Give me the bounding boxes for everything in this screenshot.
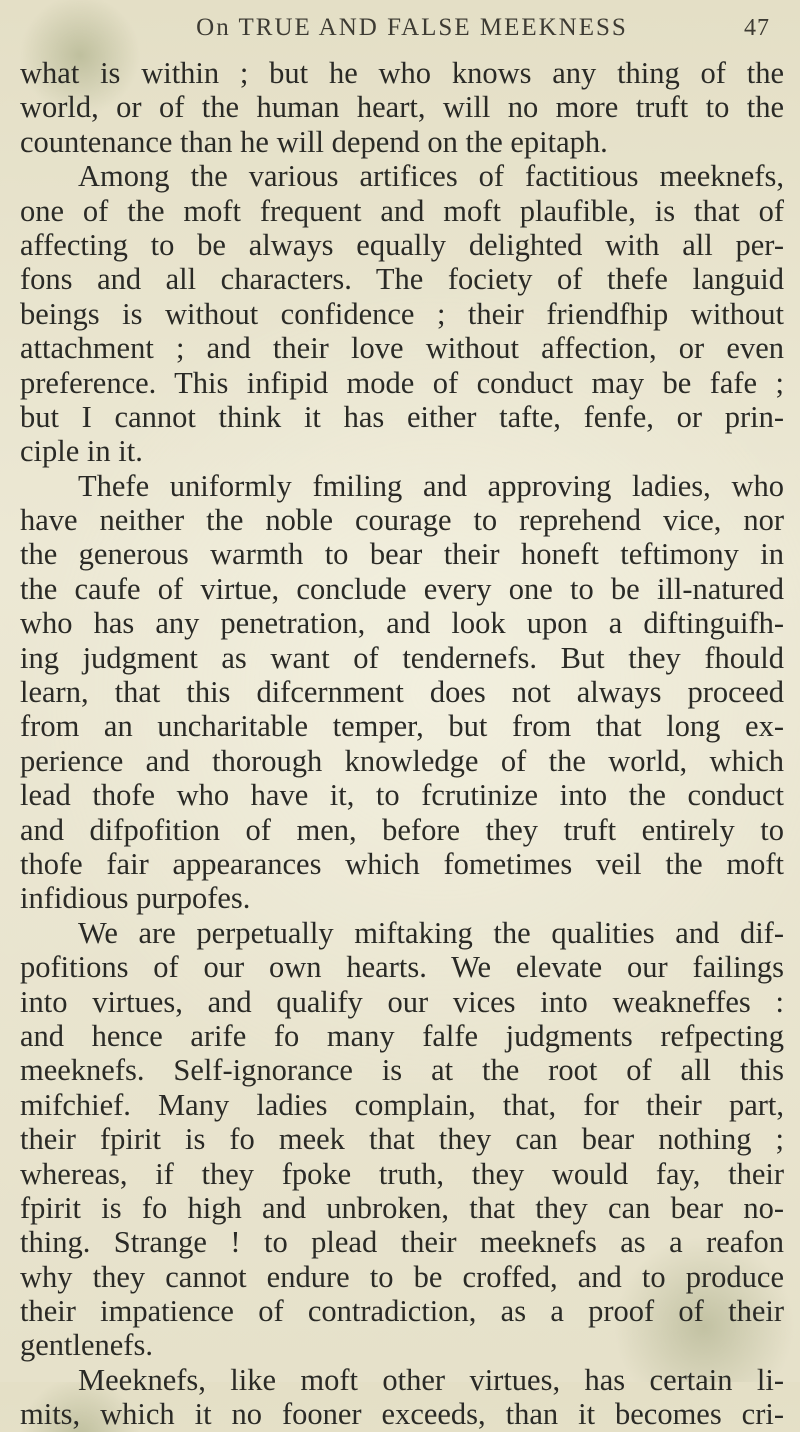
text-line: why they cannot endure to be croffed, and to produce: [20, 1259, 784, 1294]
text-line: mits, which it no fooner exceeds, than it becomes cri-: [20, 1397, 784, 1432]
text-line: have neither the noble courage to reprehend vice, nor: [20, 503, 784, 538]
text-line: attachment ; and their love without affection, or even: [20, 331, 784, 366]
text-line: and difpofition of men, before they truft entirely to: [20, 812, 784, 847]
text-line: thofe fair appearances which fometimes veil the moft: [20, 846, 784, 881]
text-line: ciple in it.: [20, 434, 143, 469]
text-line: but I cannot think it has either tafte, fenfe, or prin-: [20, 399, 784, 434]
text-line: one of the moft frequent and moft plaufible, is that of: [20, 193, 784, 228]
text-line: Thefe uniformly fmiling and approving ladies, who: [78, 468, 784, 503]
text-line: their fpirit is fo meek that they can bear nothing ;: [20, 1122, 784, 1157]
text-line: and hence arife fo many falfe judgments refpecting: [20, 1018, 784, 1053]
text-line: thing. Strange ! to plead their meeknefs as a reafon: [20, 1225, 784, 1260]
page-number: 47: [744, 15, 770, 41]
text-line: ing judgment as want of tendernefs. But they fhould: [20, 640, 784, 675]
text-line: We are perpetually miftaking the qualities and dif-: [78, 915, 784, 950]
body-text: [20, 56, 784, 1432]
text-line: Meeknefs, like moft other virtues, has certain li-: [78, 1362, 784, 1397]
text-line: fpirit is fo high and unbroken, that they can bear no-: [20, 1190, 784, 1225]
text-line: perience and thorough knowledge of the world, which: [20, 743, 784, 778]
text-line: whereas, if they fpoke truth, they would fay, their: [20, 1156, 784, 1191]
text-line: pofitions of our own hearts. We elevate our failings: [20, 950, 784, 985]
text-line: into virtues, and qualify our vices into weakneffes :: [20, 984, 784, 1019]
text-line: who has any penetration, and look upon a diftinguifh-: [20, 606, 784, 641]
text-line: the caufe of virtue, conclude every one to be ill-natured: [20, 571, 784, 606]
text-line: learn, that this difcernment does not always proceed: [20, 675, 784, 710]
text-line: what is within ; but he who knows any thing of the: [20, 56, 784, 90]
text-line: lead thofe who have it, to fcrutinize into the conduct: [20, 778, 784, 813]
text-line: their impatience of contradiction, as a proof of their: [20, 1294, 784, 1329]
text-line: infidious purpofes.: [20, 881, 251, 916]
text-line: preference. This infipid mode of conduct may be fafe ;: [20, 365, 784, 400]
text-line: meeknefs. Self-ignorance is at the root of all this: [20, 1053, 784, 1088]
text-line: mifchief. Many ladies complain, that, for their part,: [20, 1087, 784, 1122]
text-line: from an uncharitable temper, but from that long ex-: [20, 709, 784, 744]
text-line: beings is without confidence ; their friendfhip without: [20, 296, 784, 331]
text-line: fons and all characters. The fociety of thefe languid: [20, 262, 784, 297]
text-line: affecting to be always equally delighted with all per-: [20, 227, 784, 262]
text-line: Among the various artifices of factitious meeknefs,: [78, 159, 784, 194]
text-line: world, or of the human heart, will no more truft to the: [20, 90, 784, 125]
running-head: [20, 0, 784, 52]
text-line: gentlenefs.: [20, 1328, 153, 1363]
text-line: countenance than he will depend on the epitaph.: [20, 124, 608, 159]
text-line: the generous warmth to bear their honeft teftimony in: [20, 537, 784, 572]
running-head-title: On TRUE AND FALSE MEEKNESS: [196, 14, 628, 41]
